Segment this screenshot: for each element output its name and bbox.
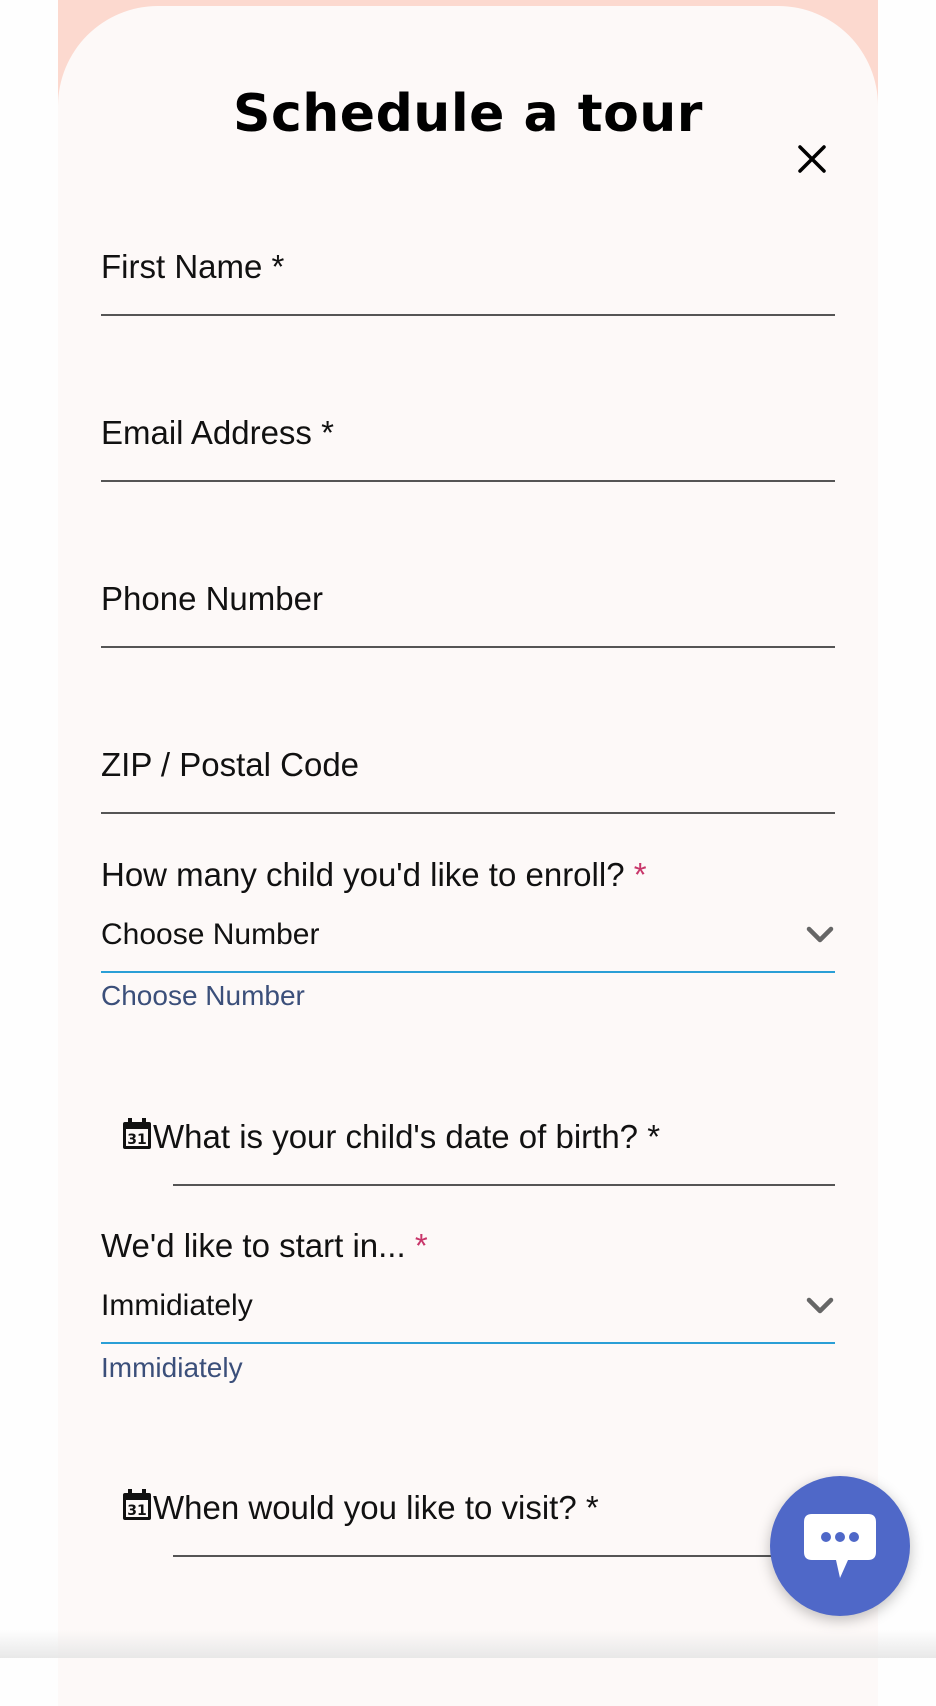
svg-text:31: 31 — [127, 1503, 147, 1519]
bottom-shadow — [0, 1630, 936, 1658]
start-selected-value: Immidiately — [101, 1289, 253, 1322]
required-asterisk: * — [633, 856, 647, 893]
zip-label: ZIP / Postal Code — [101, 746, 360, 783]
start-select[interactable] — [101, 1283, 835, 1333]
close-icon — [786, 133, 834, 181]
enroll-select-underline — [101, 971, 835, 973]
start-question — [101, 1227, 428, 1265]
chat-bubble-icon — [802, 1512, 878, 1584]
dob-underline — [173, 1184, 835, 1186]
visit-label: When would you like to visit? * — [153, 1489, 599, 1526]
phone-field[interactable] — [101, 580, 835, 650]
start-hint: Immidiately — [101, 1352, 243, 1383]
start-question-text: We'd like to start in... — [101, 1227, 406, 1264]
svg-text:31: 31 — [127, 1132, 147, 1148]
enroll-select[interactable] — [101, 912, 835, 962]
phone-label: Phone Number — [101, 580, 323, 617]
start-select-underline — [101, 1342, 835, 1344]
first-name-underline — [101, 314, 835, 316]
calendar-icon — [122, 1118, 152, 1150]
chat-button[interactable] — [770, 1476, 910, 1616]
close-button[interactable] — [786, 133, 834, 181]
enroll-selected-value: Choose Number — [101, 918, 320, 951]
email-label: Email Address * — [101, 414, 334, 451]
chevron-down-icon — [805, 1295, 835, 1317]
zip-field[interactable] — [101, 746, 835, 816]
dob-field[interactable] — [101, 1118, 835, 1188]
enroll-question-text: How many child you'd like to enroll? — [101, 856, 625, 893]
first-name-label: First Name * — [101, 248, 285, 285]
modal-title: Schedule a tour — [233, 84, 703, 144]
required-asterisk: * — [414, 1227, 428, 1264]
dob-label: What is your child's date of birth? * — [153, 1118, 661, 1155]
first-name-field[interactable] — [101, 248, 835, 318]
enroll-hint: Choose Number — [101, 980, 305, 1011]
phone-underline — [101, 646, 835, 648]
visit-underline — [173, 1555, 835, 1557]
enroll-question — [101, 856, 647, 894]
zip-underline — [101, 812, 835, 814]
email-underline — [101, 480, 835, 482]
chevron-down-icon — [805, 924, 835, 946]
calendar-icon — [122, 1489, 152, 1521]
email-field[interactable] — [101, 414, 835, 484]
visit-field[interactable] — [101, 1489, 835, 1559]
